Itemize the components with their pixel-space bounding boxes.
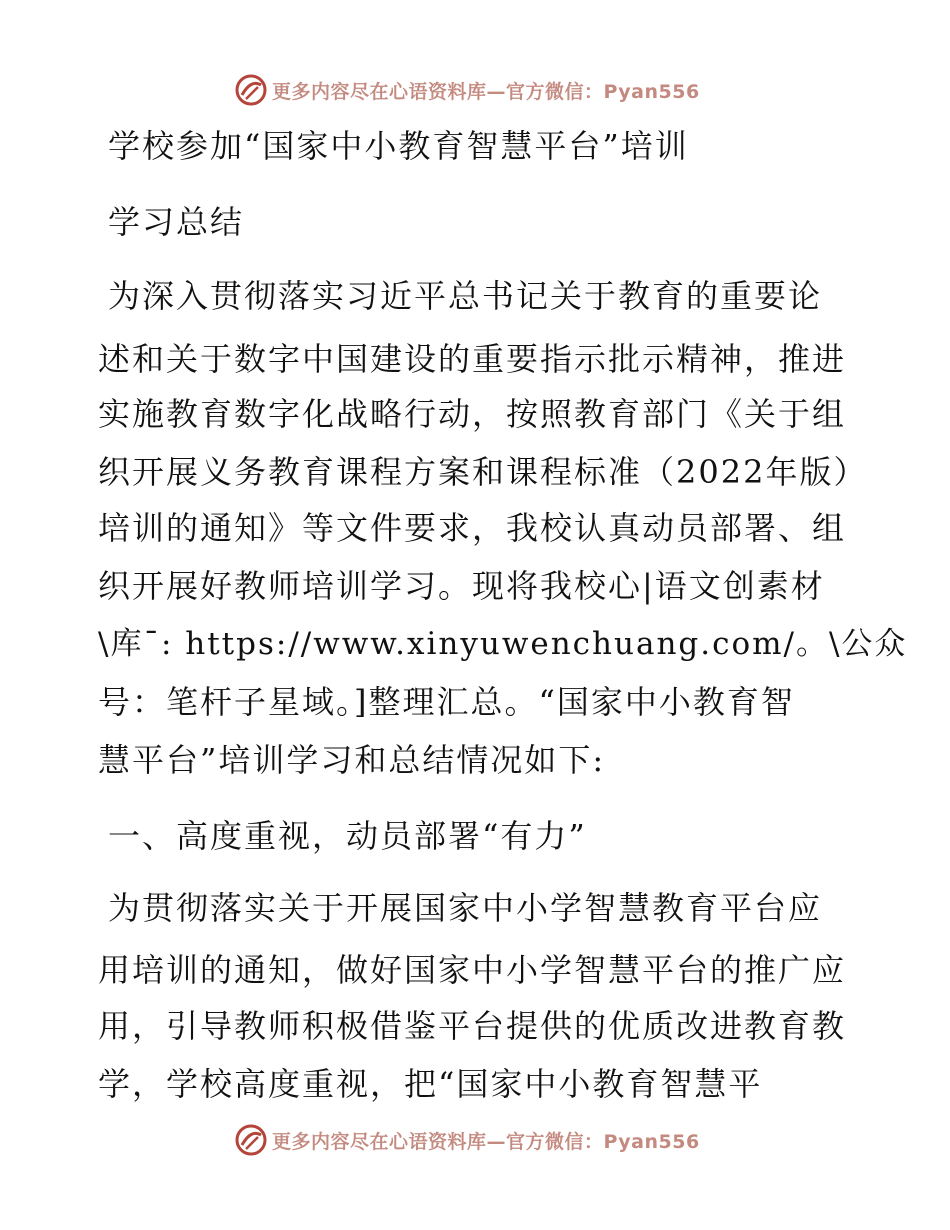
paragraph-line: 用，引导教师积极借鉴平台提供的优质改进教育教 bbox=[98, 1007, 847, 1045]
paragraph-line: 学，学校高度重视，把“国家中小教育智慧平 bbox=[98, 1065, 763, 1103]
paragraph-line: 为贯彻落实关于开展国家中小学智慧教育平台应 bbox=[108, 889, 823, 927]
paragraph-line: 织开展义务教育课程方案和课程标准（2022年版） bbox=[98, 453, 868, 491]
section-heading: 一、高度重视，动员部署“有力” bbox=[108, 817, 587, 855]
header-banner bbox=[234, 72, 700, 108]
paragraph-line: 述和关于数字中国建设的重要指示批示精神，推进 bbox=[98, 340, 847, 378]
banner-text: 更多内容尽在心语资料库—官方微信：Pyan556 bbox=[272, 1130, 700, 1153]
banner-text: 更多内容尽在心语资料库—官方微信：Pyan556 bbox=[272, 80, 700, 103]
paragraph-line: 为深入贯彻落实习近平总书记关于教育的重要论 bbox=[108, 277, 823, 315]
document-title: 学校参加“国家中小教育智慧平台”培训 bbox=[108, 127, 689, 165]
paragraph-line: 培训的通知》等文件要求，我校认真动员部署、组 bbox=[98, 509, 847, 547]
paragraph-line: 号：笔杆子星域。]整理汇总。“国家中小教育智 bbox=[98, 683, 795, 721]
logo-icon bbox=[234, 1123, 268, 1157]
logo-icon bbox=[234, 73, 268, 107]
paragraph-line: 用培训的通知，做好国家中小学智慧平台的推广应 bbox=[98, 951, 847, 989]
paragraph-line: 实施教育数字化战略行动，按照教育部门《关于组 bbox=[98, 395, 847, 433]
paragraph-line: 织开展好教师培训学习。现将我校心|语文创素材 bbox=[98, 567, 825, 605]
paragraph-line: 慧平台”培训学习和总结情况如下: bbox=[98, 741, 606, 779]
document-subtitle: 学习总结 bbox=[108, 203, 245, 241]
paragraph-line: \库¯: https://www.xinyuwenchuang.com/。\公众 bbox=[98, 626, 908, 662]
footer-banner bbox=[234, 1122, 700, 1158]
